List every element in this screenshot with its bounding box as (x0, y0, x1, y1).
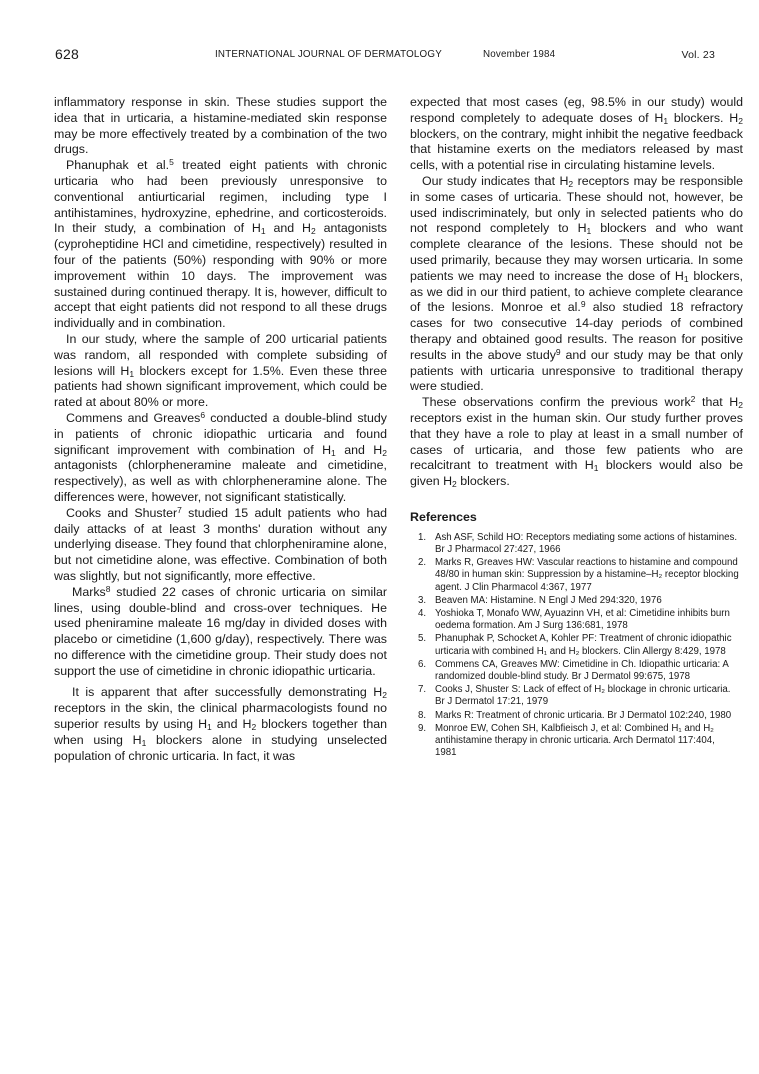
volume-label: Vol. 23 (681, 49, 715, 61)
running-header (55, 46, 737, 65)
reference-text: Beaven MA: Histamine. N Engl J Med 294:320, 1976 (435, 594, 662, 606)
left-paragraph-3: In our study, where the sample of 200 urticarial patients was random, all responded with complete subsiding of lesions will $H_1$ blockers except for 1.5%. Even these three patients had shown significant improvement, which could be rated at about 80% or more. (54, 331, 388, 410)
journal-title: INTERNATIONAL JOURNAL OF DERMATOLOGY (215, 49, 442, 60)
reference-number: 7. (418, 684, 427, 696)
reference-number: 1. (418, 531, 427, 543)
references-heading: References (410, 509, 477, 524)
reference-item (410, 633, 743, 657)
reference-text: Marks R, Greaves HW: Vascular reactions to histamine and compound 48/80 in human skin: Suppression by a histamine–H₂ receptor blocking agent. J Clin Pharmacol 4:367, 1977 (435, 557, 739, 593)
reference-item (410, 723, 743, 760)
reference-item (410, 557, 743, 594)
reference-item (410, 659, 743, 683)
left-paragraph-5: Cooks and Shuster$^7$ studied 15 adult patients who had daily attacks of at least 3 months' duration without any underlying disease. They found that chlorpheniramine alone, but not cimetidine alone, was effective. Combination of both was slightly, but not significantly, more effective. (54, 504, 387, 583)
left-paragraph-1: inflammatory response in skin. These studies support the idea that in urticaria, a histamine-mediated skin response may be more effectively treated by a combination of the two drugs. (54, 95, 387, 157)
reference-text: Marks R: Treatment of chronic urticaria. Br J Dermatol 102:240, 1980 (435, 709, 732, 721)
reference-number: 3. (418, 594, 427, 606)
left-paragraph-7: It is apparent that after successfully demonstrating $H_2$ receptors in the skin, the clinical pharmacologists found no superior results by using $H_1$ and $H_2$ blockers together than when using $H_1$ blockers alone in studying unselected population of chronic urticaria. In fact, it was (54, 685, 387, 763)
reference-number: 5. (418, 633, 427, 645)
reference-text: Commens CA, Greaves MW: Cimetidine in Ch. Idiopathic urticaria: A randomized double-blind study. Br J Dermatol 99:675, 1978 (435, 658, 729, 682)
reference-text: Phanuphak P, Schocket A, Kohler PF: Treatment of chronic idiopathic urticaria with combined H₁ and H₂ blockers. Clin Allergy 8:429, 1978 (435, 633, 732, 657)
right-paragraph-2: Our study indicates that $H_2$ receptors may be responsible in some cases of urticaria. These should not, however, be used indiscriminately, but only in selected patients who do not respond completely to $H_1$ blockers and who want complete clearance of the lesions. These should not be used primarily, because they may worsen urticaria. In some patients we may need to increase the dose of $H_1$ blockers, as we did in our third patient, to achieve complete clearance of the lesions. Monroe et al.$^9$ also studied 18 refractory cases for two consecutive 14-day periods of combined therapy and obtained good results. The reason for positive results in the above study$^9$ and our study may be that only patients with urticaria unresponsive to traditional therapy were studied. (410, 173, 743, 394)
left-paragraph-4: Commens and Greaves$^6$ conducted a double-blind study in patients of chronic idiopathic urticaria and found significant improvement with combination of $H_1$ and $H_2$ antagonists (chlorpheneramine maleate and cimetidine, respectively), as well as with chlorpheneramine alone. The differences were, however, not significant statistically. (54, 409, 387, 504)
page-number: 628 (55, 46, 79, 62)
right-paragraph-1: expected that most cases (eg, 98.5% in our study) would respond completely to adequate doses of $H_1$ blockers. $H_2$ blockers, on the contrary, might inhibit the negative feedback that histamine exerts on the mediators released by mast cells, with a potential rise in circulating histamine levels. (410, 95, 743, 173)
reference-item (410, 710, 743, 722)
issue-date: November 1984 (483, 49, 556, 60)
reference-item (410, 608, 743, 632)
right-paragraph-3: These observations confirm the previous work$^2$ that $H_2$ receptors exist in the human skin. Our study further proves that they have a role to play at least in a small number of cases of urticaria, and those few patients who are recalcitrant to treatment with $H_1$ blockers would also be given $H_2$ blockers. (410, 394, 743, 490)
reference-number: 4. (418, 607, 427, 619)
reference-text: Monroe EW, Cohen SH, Kalbfieisch J, et al: Combined H₁ and H₂ antihistamine therapy in chronic urticaria. Arch Dermatol 117:404, 1981 (435, 722, 715, 759)
left-paragraph-2: Phanuphak et al.$^5$ treated eight patients with chronic urticaria who had been previously unresponsive to conventional antiurticarial regimen, including type I antihistamines, hydroxyzine, ephedrine, and corticosteroids. In their study, a combination of $H_1$ and $H_2$ antagonists (cyproheptidine HCl and cimetidine, respectively) resulted in four of the patients (50%) responding with 90% or more improvement within 10 days. The improvement was sustained during continued therapy. It is, however, difficult to accept that eight patients did not respond to all these drugs individually and in combination. (54, 157, 387, 331)
reference-number: 8. (418, 709, 427, 721)
reference-item (410, 532, 743, 556)
left-column (54, 95, 387, 764)
left-paragraph-6: Marks$^8$ studied 22 cases of chronic urticaria on similar lines, using double-blind and cross-over techniques. He used pheniramine maleate 16 mg/day in divided doses with placebo or cimetidine (1,600 g/day), respectively. There was no difference with the cimetidine group. Their study does not support the use of cimetidine in chronic idiopathic urticaria. (54, 583, 387, 678)
reference-text: Cooks J, Shuster S: Lack of effect of H₂ blockage in chronic urticaria. Br J Dermatol 17:21, 1979 (435, 684, 731, 708)
reference-number: 9. (418, 722, 427, 734)
reference-item (410, 684, 743, 708)
reference-number: 2. (418, 557, 427, 569)
reference-text: Ash ASF, Schild HO: Receptors mediating some actions of histamines. Br J Pharmacol 27:427, 1966 (435, 531, 738, 555)
reference-number: 6. (418, 658, 427, 670)
reference-text: Yoshioka T, Monafo WW, Ayuazinn VH, et al: Cimetidine inhibits burn oedema formation. Am J Surg 136:681, 1978 (435, 607, 730, 632)
reference-item (410, 595, 743, 607)
reference-list (410, 532, 743, 760)
right-column (410, 95, 743, 760)
